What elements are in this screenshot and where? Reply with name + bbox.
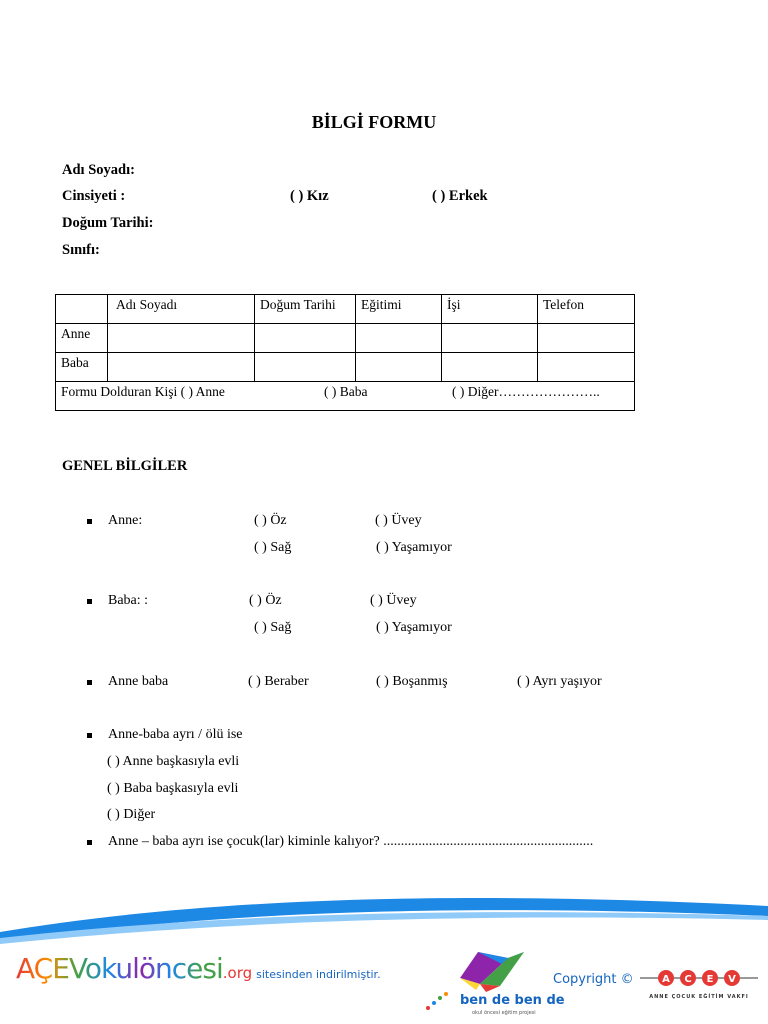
acev-letter-v: V bbox=[728, 974, 736, 985]
table-header-cell: Eğitimi bbox=[356, 295, 442, 324]
parents-option-bosanmis[interactable]: ( ) Boşanmış bbox=[376, 674, 448, 689]
child-custody-question: Anne – baba ayrı ise çocuk(lar) kiminle kalıyor? ............................................................ bbox=[108, 834, 594, 849]
anne-label: Anne: bbox=[108, 513, 143, 528]
acev-subtext: ANNE ÇOCUK EĞİTİM VAKFI bbox=[649, 994, 749, 1000]
footer-wave-decoration bbox=[0, 880, 768, 950]
logo-main-text: AÇEVokulöncesi bbox=[16, 952, 223, 985]
anne-option-oz[interactable]: ( ) Öz bbox=[254, 513, 287, 528]
acev-letter-e: E bbox=[706, 974, 714, 985]
separated-option-baba[interactable]: ( ) Baba başkasıyla evli bbox=[107, 781, 239, 796]
anne-option-sag[interactable]: ( ) Sağ bbox=[254, 540, 292, 555]
baba-option-oz[interactable]: ( ) Öz bbox=[249, 593, 282, 608]
bdb-subtext: okul öncesi eğitim projesi bbox=[472, 1010, 536, 1016]
bdb-text: ben de ben de bbox=[460, 993, 565, 1008]
table-cell[interactable] bbox=[538, 324, 635, 353]
filled-by-cell bbox=[56, 382, 635, 411]
acev-letter-c: C bbox=[684, 974, 692, 985]
table-cell[interactable] bbox=[255, 353, 356, 382]
table-cell[interactable] bbox=[108, 324, 255, 353]
bullet-icon bbox=[87, 733, 92, 738]
baba-option-uvey[interactable]: ( ) Üvey bbox=[370, 593, 417, 608]
table-footer-row bbox=[56, 382, 635, 411]
form-title: BİLGİ FORMU bbox=[311, 112, 437, 132]
bullet-icon bbox=[87, 599, 92, 604]
name-label: Adı Soyadı: bbox=[62, 162, 135, 178]
acev-foundation-logo bbox=[640, 966, 758, 1006]
bullet-icon bbox=[87, 519, 92, 524]
ben-de-ben-de-logo bbox=[420, 950, 565, 1020]
table-cell[interactable] bbox=[356, 324, 442, 353]
baba-option-yasamiyor[interactable]: ( ) Yaşamıyor bbox=[376, 620, 452, 635]
logo-org-text: .org bbox=[222, 964, 253, 982]
table-cell[interactable] bbox=[356, 353, 442, 382]
table-header-row bbox=[56, 295, 635, 324]
filled-by-baba[interactable]: ( ) Baba bbox=[324, 384, 368, 399]
row-label-anne: Anne bbox=[56, 324, 108, 353]
separated-option-anne[interactable]: ( ) Anne başkasıyla evli bbox=[107, 754, 240, 769]
table-header-cell: Adı Soyadı bbox=[108, 295, 255, 324]
copyright-text: Copyright © bbox=[553, 972, 634, 987]
anne-option-uvey[interactable]: ( ) Üvey bbox=[375, 513, 422, 528]
parents-option-beraber[interactable]: ( ) Beraber bbox=[248, 674, 309, 689]
anne-option-yasamiyor[interactable]: ( ) Yaşamıyor bbox=[376, 540, 452, 555]
separated-label: Anne-baba ayrı / ölü ise bbox=[108, 727, 243, 742]
baba-option-sag[interactable]: ( ) Sağ bbox=[254, 620, 292, 635]
table-row bbox=[56, 324, 635, 353]
gender-option-boy[interactable]: ( ) Erkek bbox=[432, 188, 488, 204]
table-header-cell: İşi bbox=[442, 295, 538, 324]
gender-option-girl[interactable]: ( ) Kız bbox=[290, 188, 329, 204]
table-row bbox=[56, 353, 635, 382]
general-info-heading: GENEL BİLGİLER bbox=[62, 458, 188, 474]
table-header-cell: Doğum Tarihi bbox=[255, 295, 356, 324]
table-header-cell: Telefon bbox=[538, 295, 635, 324]
parents-option-ayri[interactable]: ( ) Ayrı yaşıyor bbox=[517, 674, 602, 689]
logo-tail-text: sitesinden indirilmiştir. bbox=[256, 968, 381, 981]
table-header-cell bbox=[56, 295, 108, 324]
bullet-icon bbox=[87, 840, 92, 845]
birth-date-label: Doğum Tarihi: bbox=[62, 215, 154, 231]
table-cell[interactable] bbox=[255, 324, 356, 353]
acev-okuloncesi-logo[interactable] bbox=[16, 952, 381, 985]
class-label: Sınıfı: bbox=[62, 242, 100, 258]
gender-label: Cinsiyeti : bbox=[62, 188, 126, 204]
row-label-baba: Baba bbox=[56, 353, 108, 382]
separated-option-other[interactable]: ( ) Diğer bbox=[107, 807, 156, 822]
parent-info-table bbox=[55, 294, 635, 411]
bullet-icon bbox=[87, 680, 92, 685]
table-cell[interactable] bbox=[538, 353, 635, 382]
table-cell[interactable] bbox=[442, 353, 538, 382]
table-cell[interactable] bbox=[442, 324, 538, 353]
acev-letter-a: A bbox=[662, 974, 670, 985]
table-cell[interactable] bbox=[108, 353, 255, 382]
parents-label: Anne baba bbox=[108, 674, 169, 689]
filled-by-label[interactable]: Formu Dolduran Kişi ( ) Anne bbox=[61, 384, 225, 399]
filled-by-other[interactable]: ( ) Diğer………………….. bbox=[452, 384, 600, 399]
baba-label: Baba: : bbox=[108, 593, 149, 608]
